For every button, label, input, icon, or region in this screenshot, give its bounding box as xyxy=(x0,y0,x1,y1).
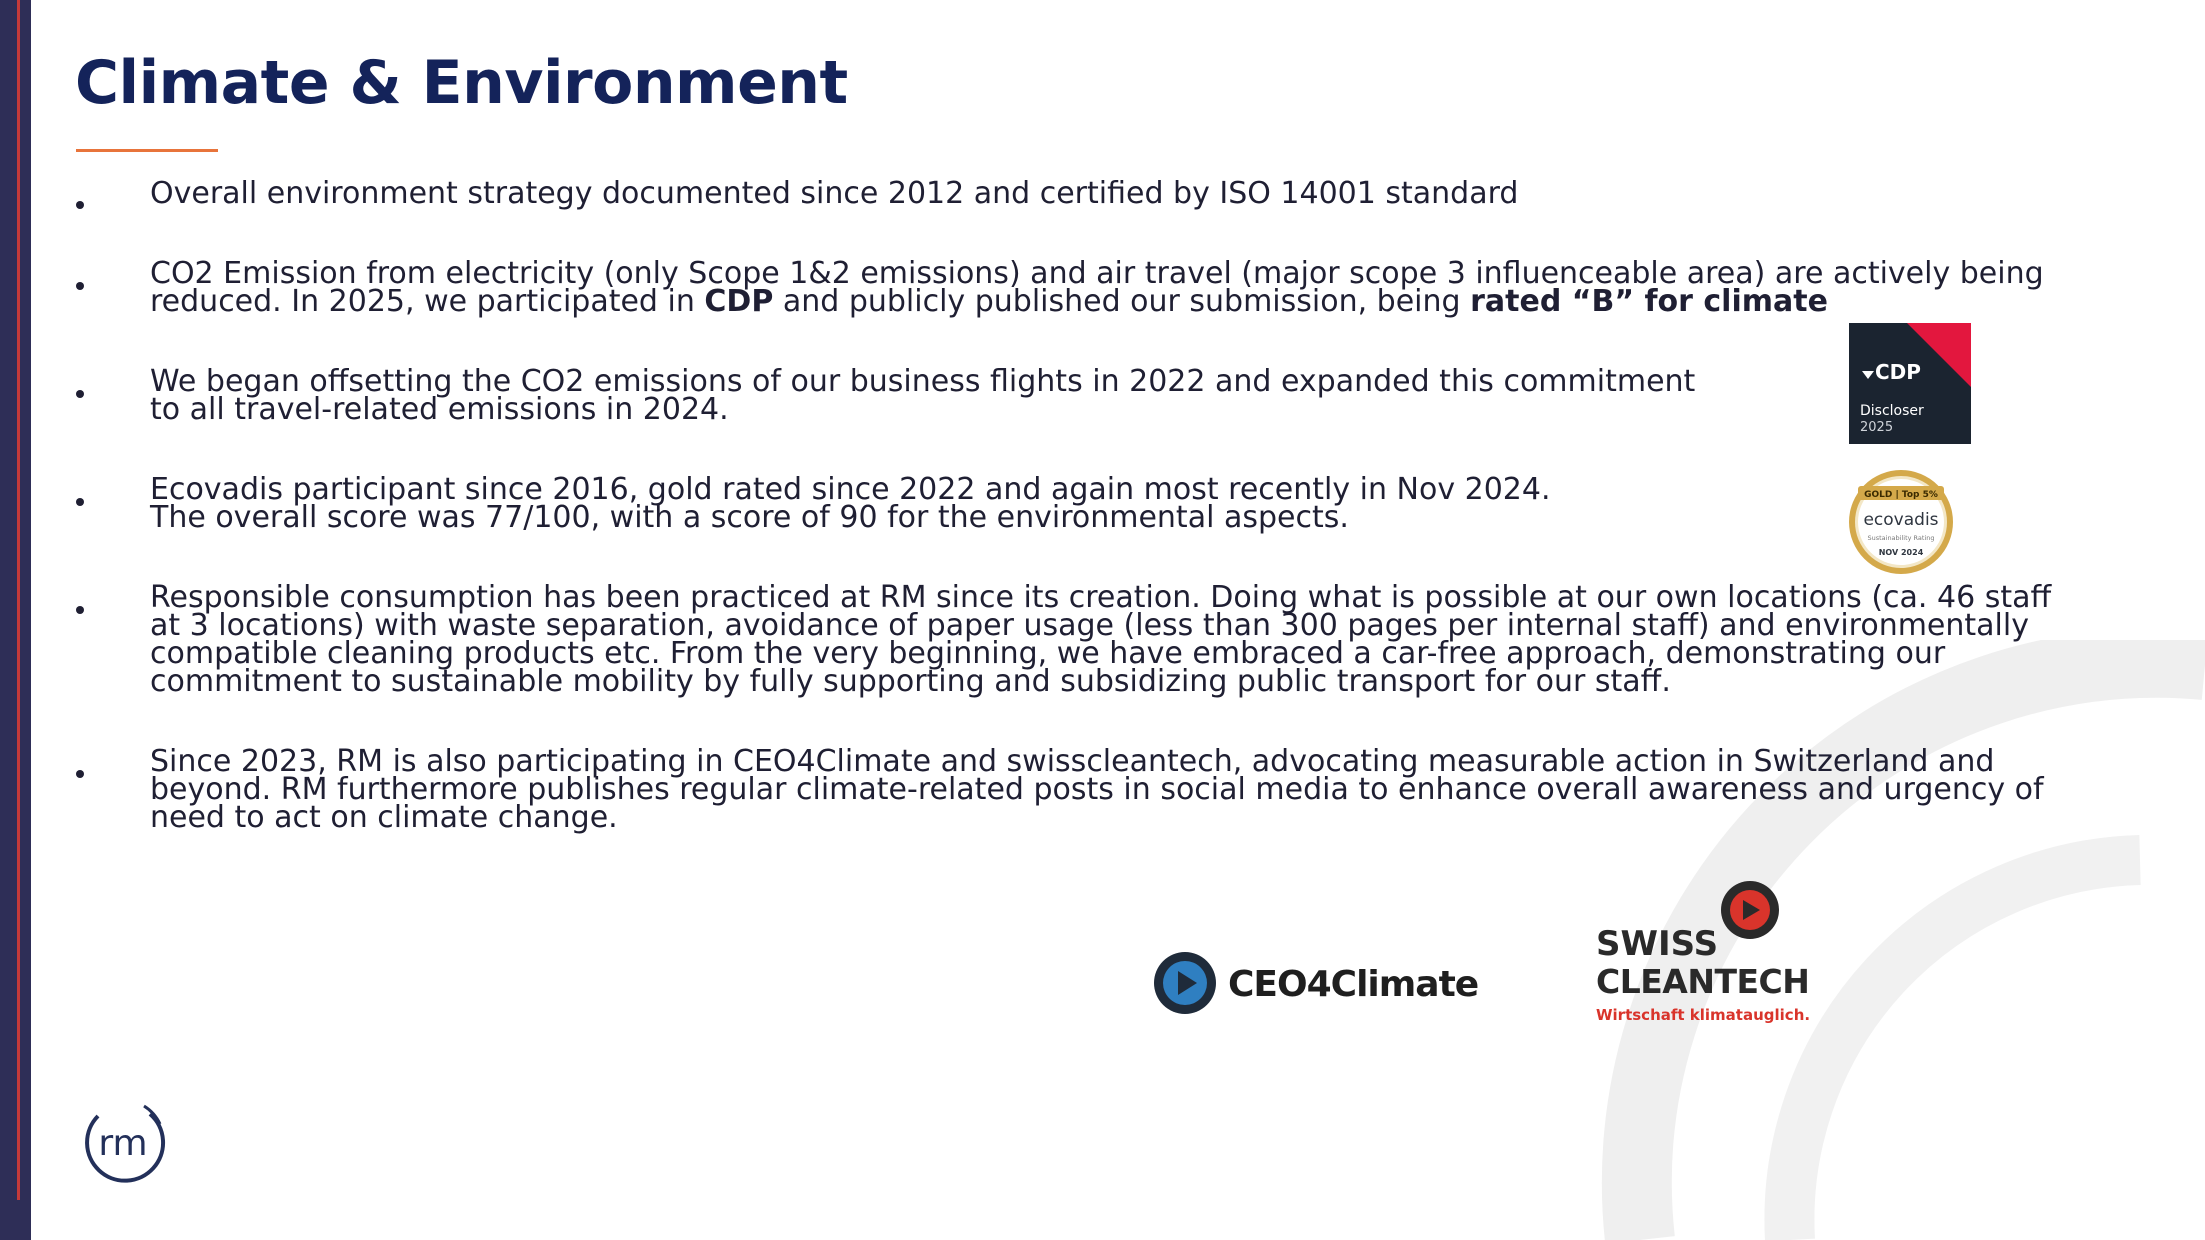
bullet-line: beyond. RM furthermore publishes regular climate-related posts in social media to enhance overall awareness and urgency of xyxy=(150,772,2044,807)
bullet-line: commitment to sustainable mobility by fully supporting and subsidizing public transport for our staff. xyxy=(150,664,1671,699)
swisscleantech-logo xyxy=(1594,878,1814,1028)
ecovadis-name: ecovadis xyxy=(1863,510,1939,530)
bullet-dot xyxy=(76,498,84,506)
slide-title: Climate & Environment xyxy=(75,48,848,118)
bullet-dot xyxy=(76,390,84,398)
bullet-dot xyxy=(76,282,84,290)
ceo4climate-logo xyxy=(1152,950,1492,1016)
bullet-line: Ecovadis participant since 2016, gold rated since 2022 and again most recently in Nov 2024. xyxy=(150,472,1551,507)
bullet-line xyxy=(150,284,2044,319)
bullet-line: at 3 locations) with waste separation, avoidance of paper usage (less than 300 pages per internal staff) and environmentally xyxy=(150,608,2029,643)
swisscleantech-line1: SWISS xyxy=(1596,924,1719,964)
bullet-text xyxy=(150,744,2044,835)
bullet-line: Overall environment strategy documented since 2012 and certified by ISO 14001 standard xyxy=(150,176,1519,211)
text-segment: reduced. In 2025, we participated in xyxy=(150,284,705,319)
bullet-line: compatible cleaning products etc. From the very beginning, we have embraced a car-free approach, demonstrating our xyxy=(150,636,1946,671)
bullet-line: Since 2023, RM is also participating in CEO4Climate and swisscleantech, advocating measurable action in Switzerland and xyxy=(150,744,1995,779)
cdp-brand: CDP xyxy=(1875,360,1921,384)
bullet-line: to all travel-related emissions in 2024. xyxy=(150,392,729,427)
cdp-discloser-badge xyxy=(1849,323,1971,444)
title-underline xyxy=(76,149,218,152)
bullet-text xyxy=(150,256,2044,319)
cdp-year: 2025 xyxy=(1860,420,1894,435)
swisscleantech-tagline: Wirtschaft klimatauglich. xyxy=(1596,1006,1811,1024)
bullet-dot xyxy=(76,606,84,614)
ecovadis-tier: GOLD | Top 5% xyxy=(1864,490,1938,500)
bullet-dot xyxy=(76,770,84,778)
text-segment: and publicly published our submission, being xyxy=(773,284,1471,319)
bullet-text xyxy=(150,580,2052,699)
bullet-line: We began offsetting the CO2 emissions of our business flights in 2022 and expanded this commitment xyxy=(150,364,1696,399)
swisscleantech-line2: CLEANTECH xyxy=(1596,962,1810,1001)
rm-logo xyxy=(80,1100,166,1186)
bullet-line: CO2 Emission from electricity (only Scope 1&2 emissions) and air travel (major scope 3 influenceable area) are actively being xyxy=(150,256,2044,291)
cdp-mention: CDP xyxy=(704,284,774,319)
left-sidebar-accent-line xyxy=(17,0,20,1200)
bullet-line: Responsible consumption has been practiced at RM since its creation. Doing what is possible at our own locations (ca. 46 staff xyxy=(150,580,2052,615)
ecovadis-date: NOV 2024 xyxy=(1878,548,1924,557)
bullet-text xyxy=(150,472,1551,535)
ecovadis-gold-medal xyxy=(1846,467,1956,577)
ecovadis-subtitle: Sustainability Rating xyxy=(1867,534,1935,542)
rm-logo-text: rm xyxy=(98,1123,148,1164)
ceo4climate-wordmark: CEO4Climate xyxy=(1228,964,1479,1005)
cdp-discloser-label: Discloser xyxy=(1860,403,1924,419)
bullet-line: The overall score was 77/100, with a score of 90 for the environmental aspects. xyxy=(150,500,1349,535)
left-sidebar-band xyxy=(0,0,31,1240)
bullet-dot xyxy=(76,201,84,209)
bullet-line: need to act on climate change. xyxy=(150,800,618,835)
bullet-text xyxy=(150,364,1696,427)
bullet-text xyxy=(150,176,1519,211)
cdp-rating: rated “B” for climate xyxy=(1470,284,1828,319)
